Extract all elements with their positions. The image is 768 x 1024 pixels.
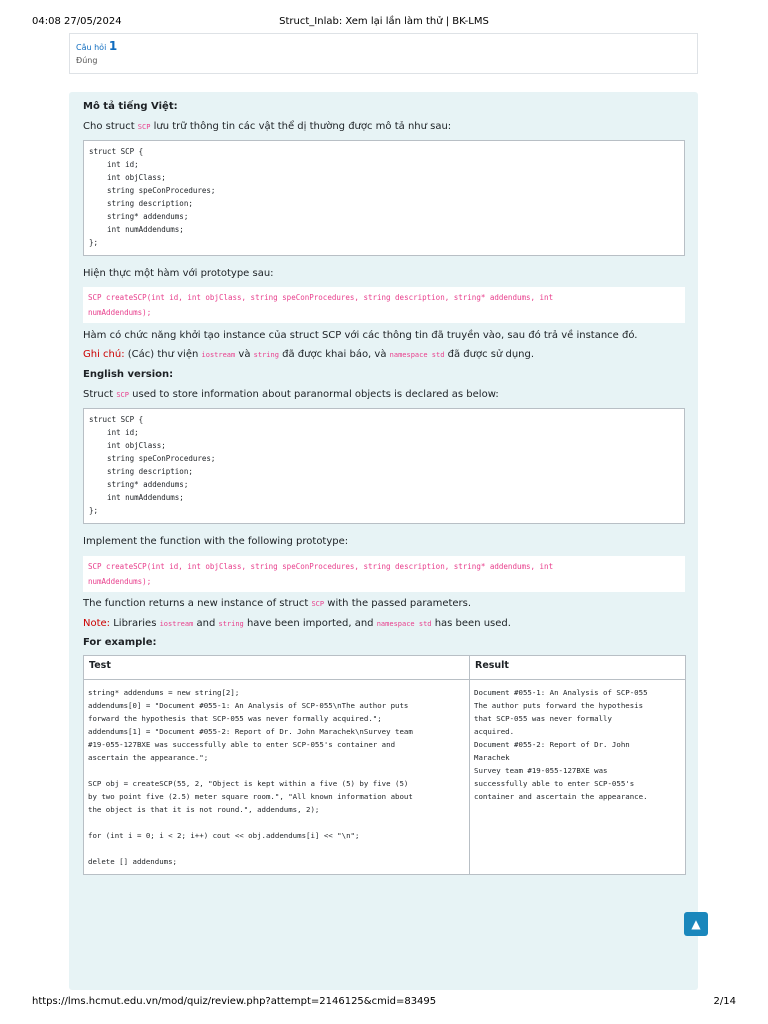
vi-intro-after: lưu trữ thông tin các vật thể dị thường được mô tả như sau: bbox=[150, 121, 452, 132]
question-state: Đúng bbox=[76, 56, 98, 65]
print-page-number: 2/14 bbox=[713, 996, 736, 1007]
vi-note bbox=[83, 348, 534, 362]
en-desc-after: with the passed parameters. bbox=[324, 598, 472, 609]
vi-prototype-label: Hiện thực một hàm với prototype sau: bbox=[83, 268, 274, 279]
en-note-text-4: has been used. bbox=[431, 618, 511, 629]
en-intro-code: SCP bbox=[116, 391, 129, 399]
en-intro-after: used to store information about paranormal objects is declared as below: bbox=[128, 389, 499, 400]
result-cell bbox=[470, 680, 686, 875]
en-note-code-3: namespace std bbox=[376, 620, 432, 628]
test-cell bbox=[84, 680, 470, 875]
en-note-text-2: and bbox=[193, 618, 219, 629]
vi-note-code-1: iostream bbox=[201, 351, 236, 359]
test-code: string* addendums = new string[2]; addendums[0] = "Document #055-1: An Analysis of SCP-055\nThe author puts forward the hypothesis that SCP-055 was never formally acquired."; addendums[1] = "Document #055-2: Report of Dr. John Marachek\nSurvey team #19-055-127BXE was successfully able to enter SCP-055's container and ascertain the appearance."; SCP obj = createSCP(55, 2, "Object is kept within a five (5) by five (5) by two point five (2.5) meter square room.", "All known information about the object is that it is not round.", addendums, 2); for (int i = 0; i < 2; i++) cout << obj.addendums[i] << "\n"; delete [] addendums; bbox=[88, 688, 413, 866]
question-label: Câu hỏi bbox=[76, 43, 107, 52]
en-note-label: Note: bbox=[83, 618, 111, 629]
vi-note-label: Ghi chú: bbox=[83, 349, 125, 360]
back-to-top-button[interactable] bbox=[684, 912, 708, 936]
table-row bbox=[84, 680, 686, 875]
chevron-up-icon: ▲ bbox=[691, 917, 701, 931]
vi-prototype-code: SCP createSCP(int id, int objClass, string speConProcedures, string description, string* addendums, int numAddendums); bbox=[83, 287, 685, 323]
en-intro-before: Struct bbox=[83, 389, 117, 400]
print-footer bbox=[32, 996, 736, 1010]
question-number bbox=[76, 39, 691, 53]
question-content bbox=[69, 92, 701, 990]
question-info bbox=[69, 33, 698, 74]
print-datetime: 04:08 27/05/2024 bbox=[32, 16, 122, 27]
vi-note-text-2: và bbox=[235, 349, 254, 360]
col-header-result: Result bbox=[470, 656, 686, 680]
en-note-text-3: have been imported, and bbox=[243, 618, 377, 629]
vi-intro-before: Cho struct bbox=[83, 121, 138, 132]
example-table-header bbox=[84, 656, 686, 680]
en-struct-code: struct SCP { int id; int objClass; string speConProcedures; string description; string* addendums; int numAddendums; }; bbox=[83, 408, 685, 524]
print-url: https://lms.hcmut.edu.vn/mod/quiz/review.php?attempt=2146125&cmid=83495 bbox=[32, 996, 437, 1007]
col-header-test: Test bbox=[84, 656, 470, 680]
en-note-code-1: iostream bbox=[159, 620, 194, 628]
vi-heading: Mô tả tiếng Việt: bbox=[83, 101, 178, 112]
vi-intro-code: SCP bbox=[137, 123, 151, 131]
en-prototype-label: Implement the function with the following prototype: bbox=[83, 536, 349, 547]
vi-description: Hàm có chức năng khởi tạo instance của struct SCP với các thông tin đã truyền vào, sau đó trả về instance đó. bbox=[83, 330, 638, 341]
en-note-text-1: Libraries bbox=[110, 618, 160, 629]
print-page-title: Struct_Inlab: Xem lại lần làm thử | BK-LMS bbox=[279, 16, 489, 27]
vi-note-text-1: (Các) thư viện bbox=[124, 349, 202, 360]
en-heading: English version: bbox=[83, 369, 174, 380]
en-description bbox=[83, 597, 471, 611]
vi-intro bbox=[83, 120, 451, 134]
en-note-code-2: string bbox=[218, 620, 244, 628]
vi-note-text-4: đã được sử dụng. bbox=[444, 349, 535, 360]
result-output: Document #055-1: An Analysis of SCP-055 The author puts forward the hypothesis that SCP-055 was never formally acquired. Document #055-2: Report of Dr. John Marachek Survey team #19-055-127BXE was successfully able to enter SCP-055's container and ascertain the appearance. bbox=[474, 688, 648, 801]
vi-note-code-2: string bbox=[253, 351, 279, 359]
vi-note-code-3: namespace std bbox=[389, 351, 445, 359]
vi-struct-code: struct SCP { int id; int objClass; string speConProcedures; string description; string* addendums; int numAddendums; }; bbox=[83, 140, 685, 256]
en-desc-before: The function returns a new instance of struct bbox=[83, 598, 312, 609]
example-heading: For example: bbox=[83, 637, 157, 648]
vi-note-text-3: đã được khai báo, và bbox=[278, 349, 390, 360]
en-desc-code: SCP bbox=[311, 600, 325, 608]
en-note bbox=[83, 617, 511, 631]
question-number-value: 1 bbox=[108, 39, 118, 53]
print-header bbox=[32, 16, 736, 30]
en-intro bbox=[83, 388, 499, 402]
example-table bbox=[83, 655, 686, 875]
en-prototype-code: SCP createSCP(int id, int objClass, string speConProcedures, string description, string* addendums, int numAddendums); bbox=[83, 556, 685, 592]
